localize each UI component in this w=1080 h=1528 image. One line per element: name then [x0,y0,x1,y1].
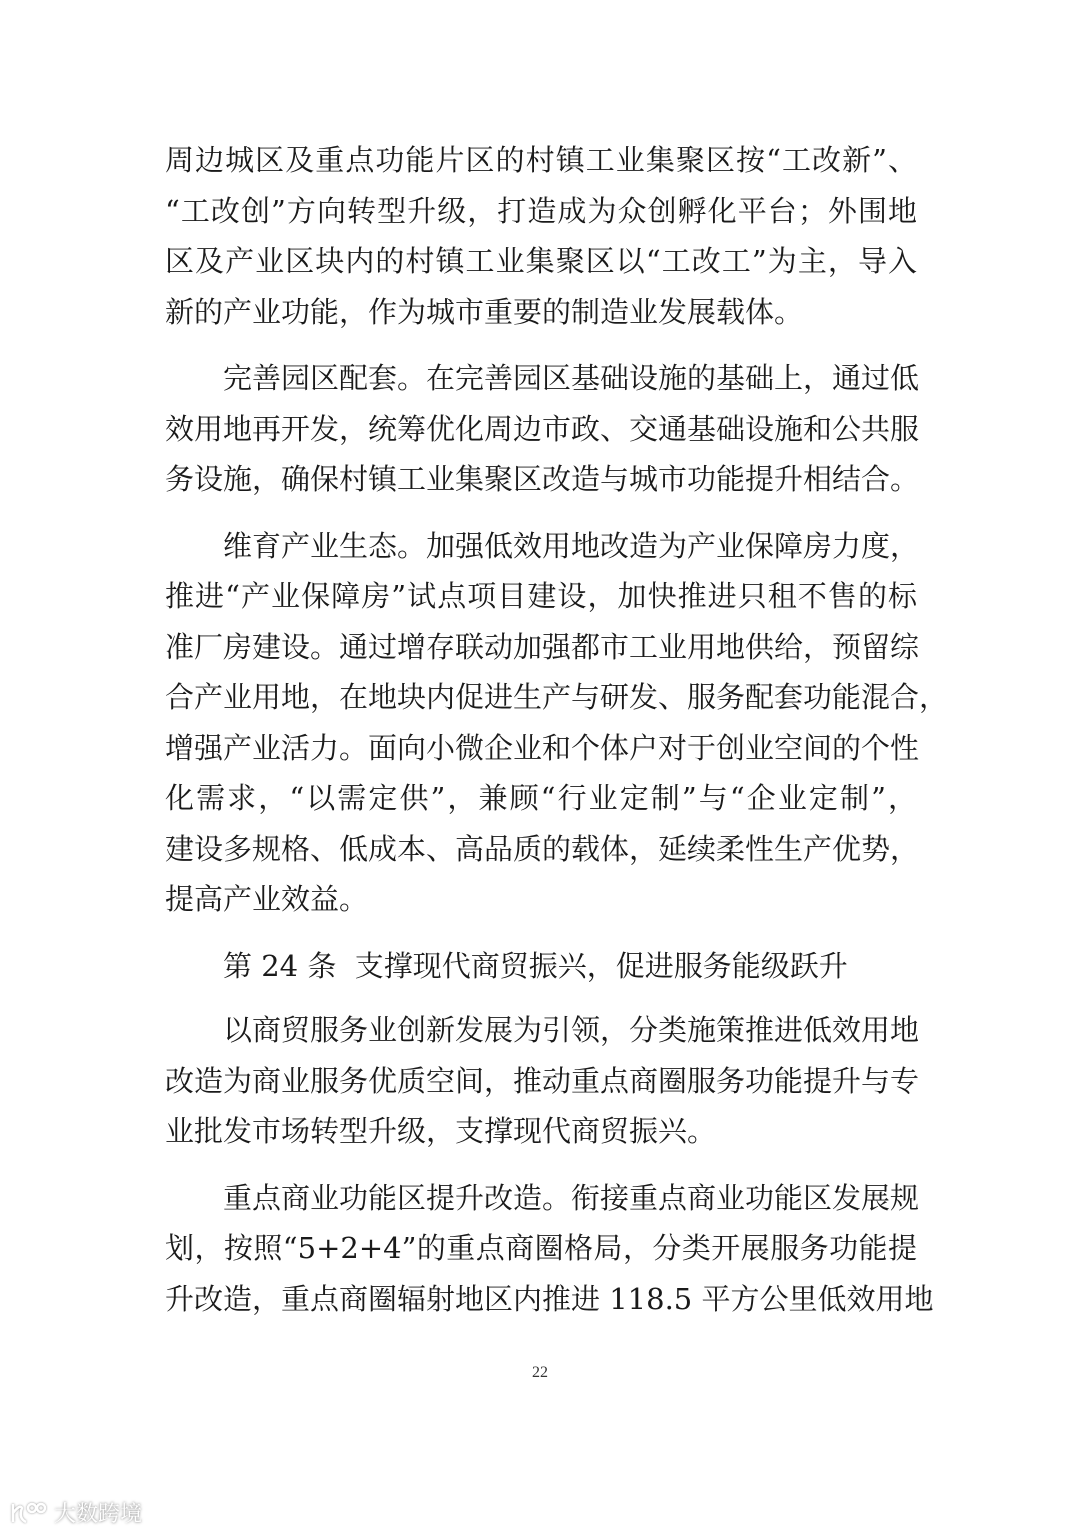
text-line: 重点商业功能区提升改造。衔接重点商业功能区发展规 [165,1180,920,1215]
text-line: 升改造，重点商圈辐射地区内推进 118.5 平方公里低效用地 [165,1281,934,1316]
article-heading [165,941,917,992]
text-line: 化需求，“以需定供”，兼顾“行业定制”与“企业定制”， [165,781,917,815]
text-line: 增强产业活力。面向小微企业和个体户对于创业空间的个性 [165,730,920,765]
text-line: 新的产业功能，作为城市重要的制造业发展载体。 [165,294,804,329]
text-line: 完善园区配套。在完善园区基础设施的基础上，通过低 [165,361,920,395]
text-line: 效用地再开发，统筹优化周边市政、交通基础设施和公共服 [165,411,920,446]
text-line: 改造为商业服务优质空间，推动重点商圈服务功能提升与专 [165,1063,920,1098]
text-line: 划，按照“5+2+4”的重点商圈格局，分类开展服务功能提 [165,1231,917,1265]
page-number: 22 [532,1364,548,1381]
text-line: 区及产业区块内的村镇工业集聚区以“工改工”为主，导入 [165,244,917,278]
text-line: 提高产业效益。 [165,882,369,916]
text-line: 建设多规格、低成本、高品质的载体，延续柔性生产优势， [165,831,920,866]
text-line: 准厂房建设。通过增存联动加强都市工业用地供给，预留综 [165,629,920,664]
text-line: “工改创”方向转型升级，打造成为众创孵化平台；外围地 [165,193,917,228]
paragraph [165,521,949,925]
watermark-logo-icon [8,1500,48,1526]
watermark-text: 大数跨境 [54,1502,143,1527]
text-line: 合产业用地，在地块内促进生产与研发、服务配套功能混合， [165,680,949,714]
text-line: 维育产业生态。加强低效用地改造为产业保障房力度， [165,528,920,563]
paragraph [165,1173,934,1325]
paragraph [165,1005,920,1157]
text-line: 务设施，确保村镇工业集聚区改造与城市功能提升相结合。 [165,462,920,496]
text-line: 推进“产业保障房”试点项目建设，加快推进只租不售的标 [165,579,917,613]
watermark [8,1497,142,1528]
text-line: 周边城区及重点功能片区的村镇工业集聚区按“工改新”、 [165,143,917,177]
paragraph [165,353,920,505]
paragraph [165,135,917,337]
text-line: 以商贸服务业创新发展为引领，分类施策推进低效用地 [165,1013,920,1047]
heading-text: 第 24 条 支撑现代商贸振兴，促进服务能级跃升 [165,948,848,983]
document-body [165,135,949,1340]
text-line: 业批发市场转型升级，支撑现代商贸振兴。 [165,1114,717,1148]
